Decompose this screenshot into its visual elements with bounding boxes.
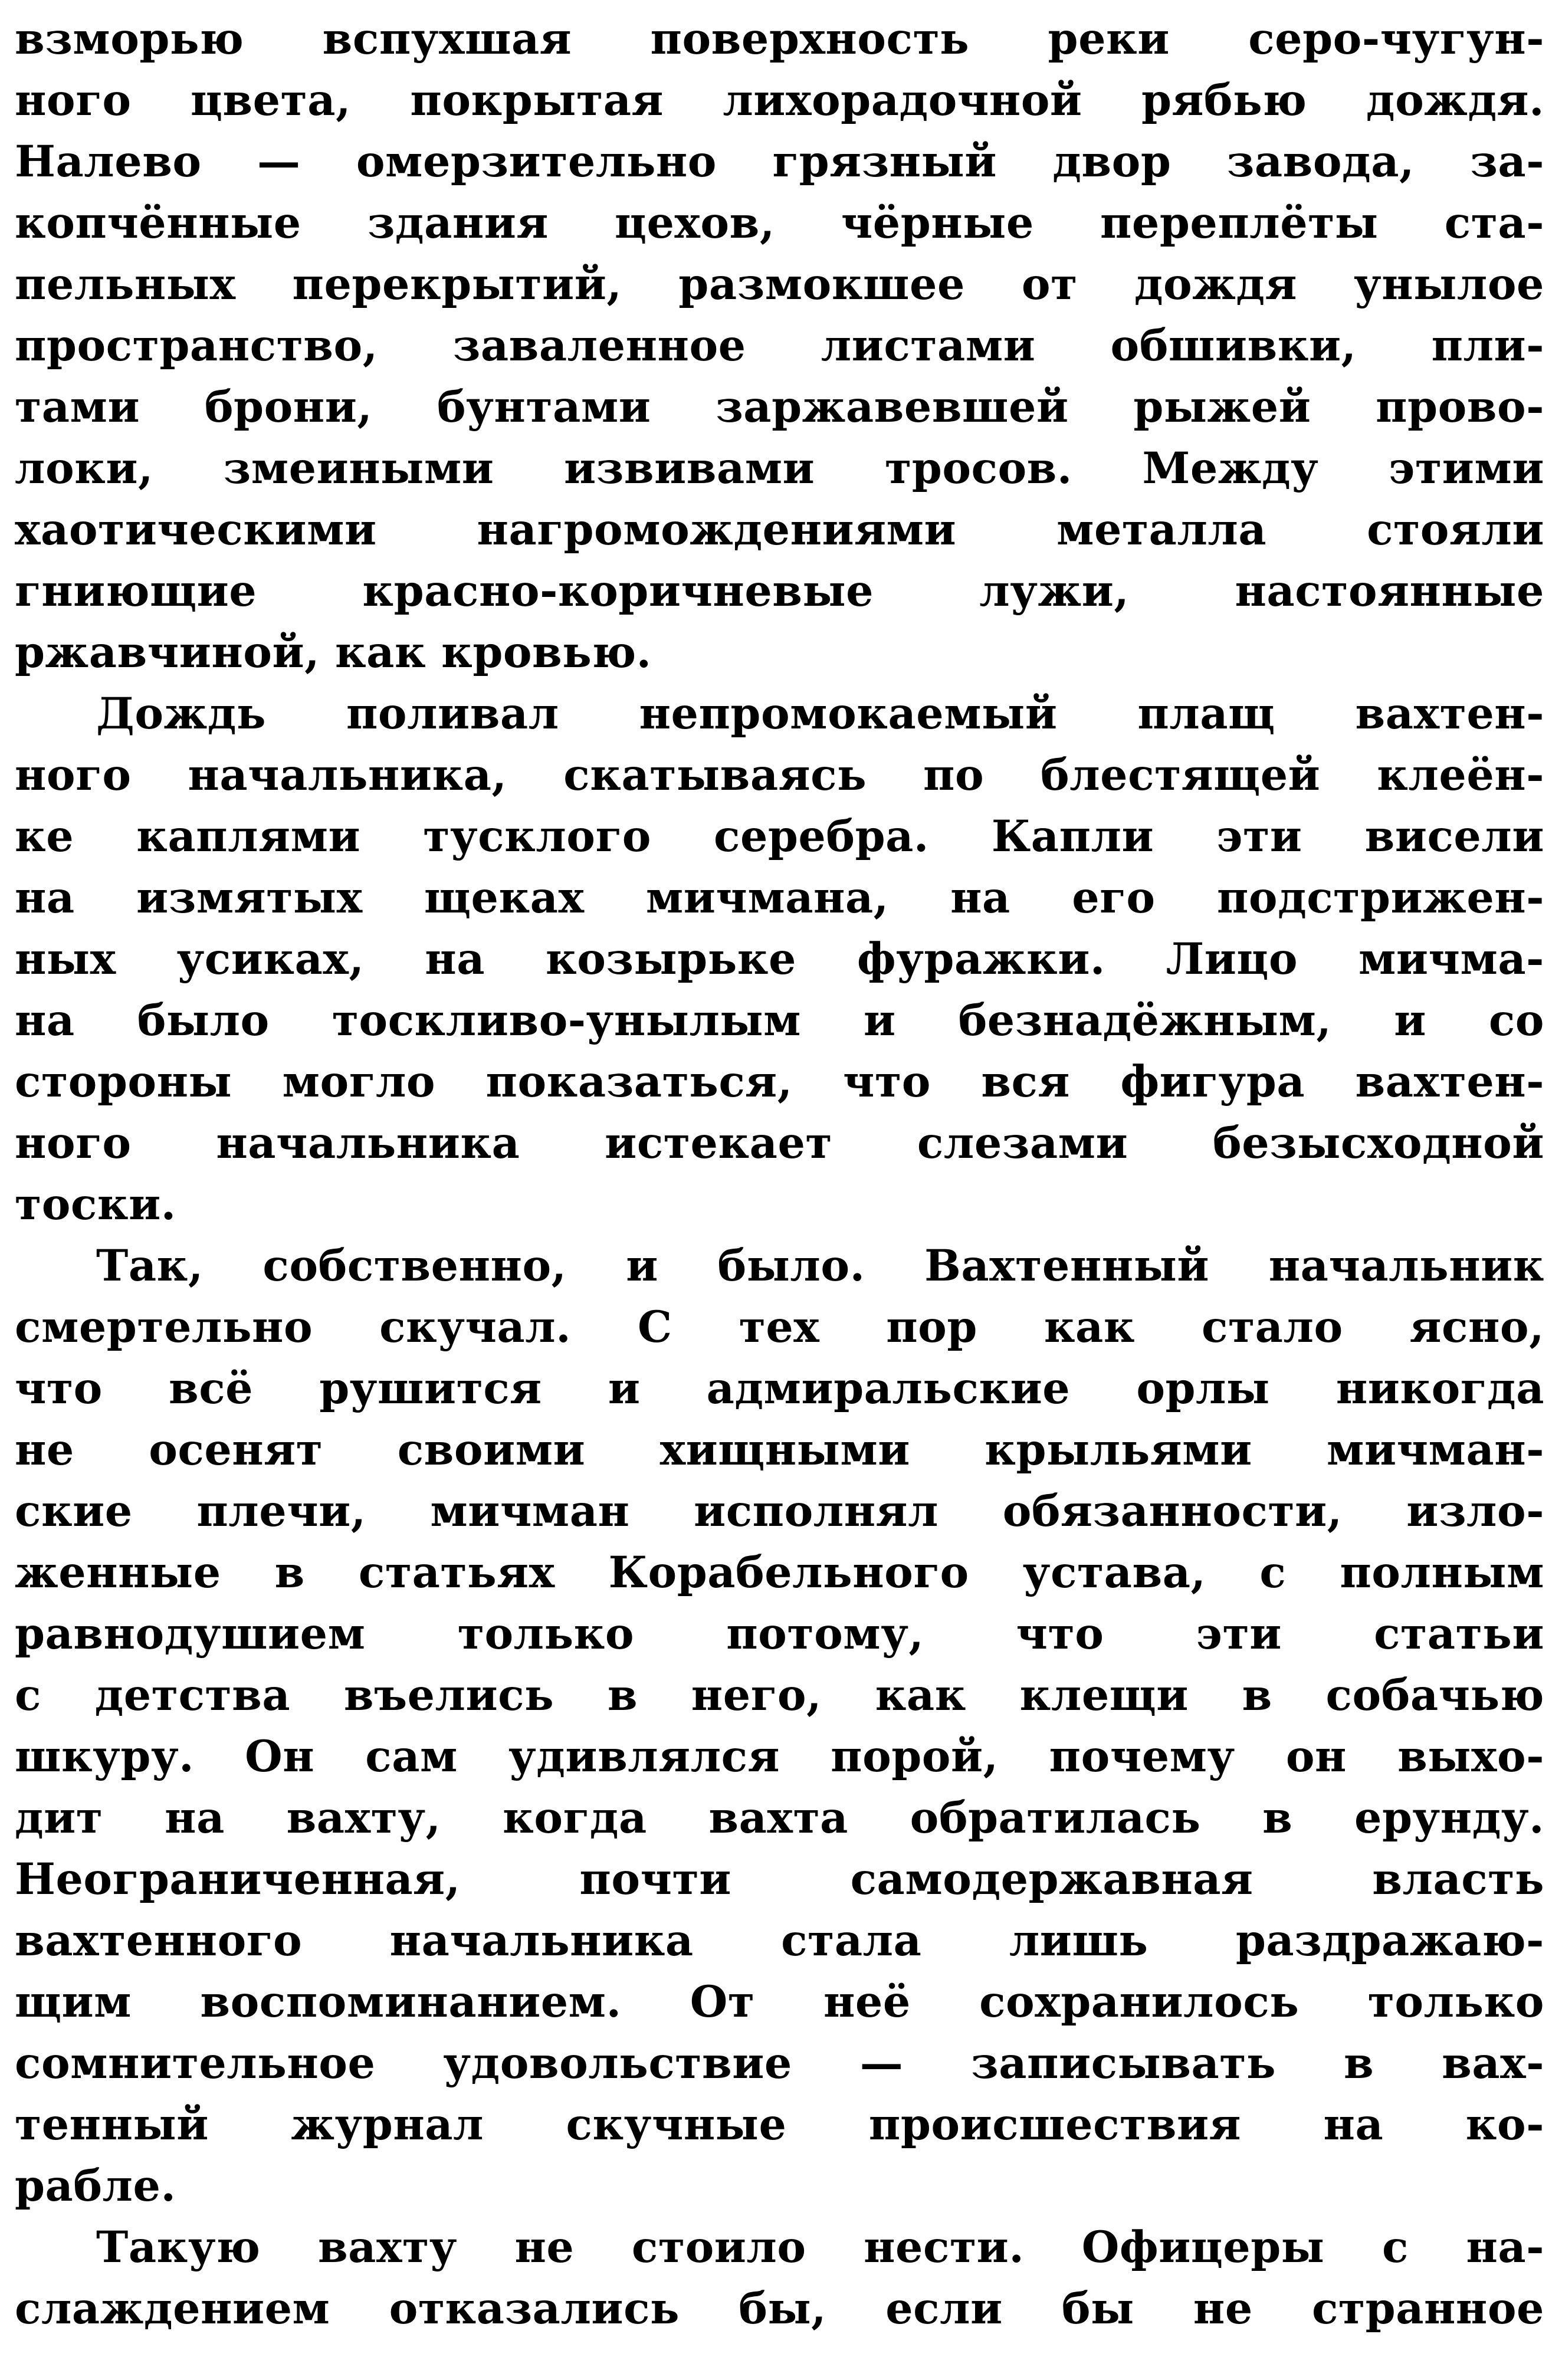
text-line: Так, собственно, и было. Вахтенный начальник xyxy=(96,1240,1544,1291)
text-line: сомнительное удовольствие — записывать в вах- xyxy=(15,2038,1544,2089)
text-line: шкуру. Он сам удивлялся порой, почему он выхо- xyxy=(15,1731,1544,1782)
text-line: ке каплями тусклого серебра. Капли эти висели xyxy=(15,811,1544,862)
text-line: взморью вспухшая поверхность реки серо-чугун- xyxy=(15,14,1544,64)
text-line: щим воспоминанием. От неё сохранилось только xyxy=(15,1977,1544,2027)
text-line: вахтенного начальника стала лишь раздражаю- xyxy=(15,1915,1544,1966)
paragraph xyxy=(15,1235,1544,2217)
text-line: ские плечи, мичман исполнял обязанности, изло- xyxy=(15,1486,1544,1537)
text-line: дит на вахту, когда вахта обратилась в ерунду. xyxy=(15,1793,1544,1843)
text-line: Дождь поливал непромокаемый плащ вахтен- xyxy=(96,688,1544,739)
text-line: ного цвета, покрытая лихорадочной рябью дождя. xyxy=(15,75,1544,126)
text-line: рабле. xyxy=(15,2161,176,2211)
page-text-block xyxy=(15,8,1544,2339)
text-line: хаотическими нагромождениями металла стояли xyxy=(15,504,1544,555)
text-line: копчённые здания цехов, чёрные переплёты ста- xyxy=(15,198,1544,248)
paragraph xyxy=(15,8,1544,683)
text-line: тенный журнал скучные происшествия на ко- xyxy=(15,2099,1544,2150)
text-line: гниющие красно-коричневые лужи, настоянные xyxy=(15,566,1544,616)
text-line: равнодушием только потому, что эти статьи xyxy=(15,1608,1544,1659)
text-line: ржавчиной, как кровью. xyxy=(15,627,652,678)
text-line: Неограниченная, почти самодержавная власть xyxy=(15,1854,1544,1905)
text-line: пельных перекрытий, размокшее от дождя унылое xyxy=(15,259,1544,310)
text-line: стороны могло показаться, что вся фигура вахтен- xyxy=(15,1056,1544,1107)
text-line: на измятых щеках мичмана, на его подстрижен- xyxy=(15,872,1544,923)
text-line: Налево — омерзительно грязный двор завода, за- xyxy=(15,136,1544,187)
text-line: что всё рушится и адмиральские орлы никогда xyxy=(15,1363,1544,1414)
text-line: локи, змеиными извивами тросов. Между этими xyxy=(15,443,1544,494)
paragraph xyxy=(15,683,1544,1235)
text-line: не осенят своими хищными крыльями мичман- xyxy=(15,1424,1544,1475)
text-line: с детства въелись в него, как клещи в собачью xyxy=(15,1670,1544,1721)
text-line: Такую вахту не стоило нести. Офицеры с на- xyxy=(96,2222,1544,2273)
text-line: пространство, заваленное листами обшивки, пли- xyxy=(15,320,1544,371)
text-line: ного начальника, скатываясь по блестящей клеён- xyxy=(15,750,1544,800)
text-line: ных усиках, на козырьке фуражки. Лицо мичма- xyxy=(15,934,1544,984)
text-line: ного начальника истекает слезами безысходной xyxy=(15,1118,1544,1168)
text-line: женные в статьях Корабельного устава, с полным xyxy=(15,1547,1544,1598)
text-line: на было тоскливо-унылым и безнадёжным, и со xyxy=(15,995,1544,1046)
text-line: тоски. xyxy=(15,1179,176,1230)
paragraph xyxy=(15,2217,1544,2339)
text-line: слаждением отказались бы, если бы не странное xyxy=(15,2283,1544,2334)
text-line: тами брони, бунтами заржавевшей рыжей прово- xyxy=(15,382,1544,432)
text-line: смертельно скучал. С тех пор как стало ясно, xyxy=(15,1302,1544,1353)
